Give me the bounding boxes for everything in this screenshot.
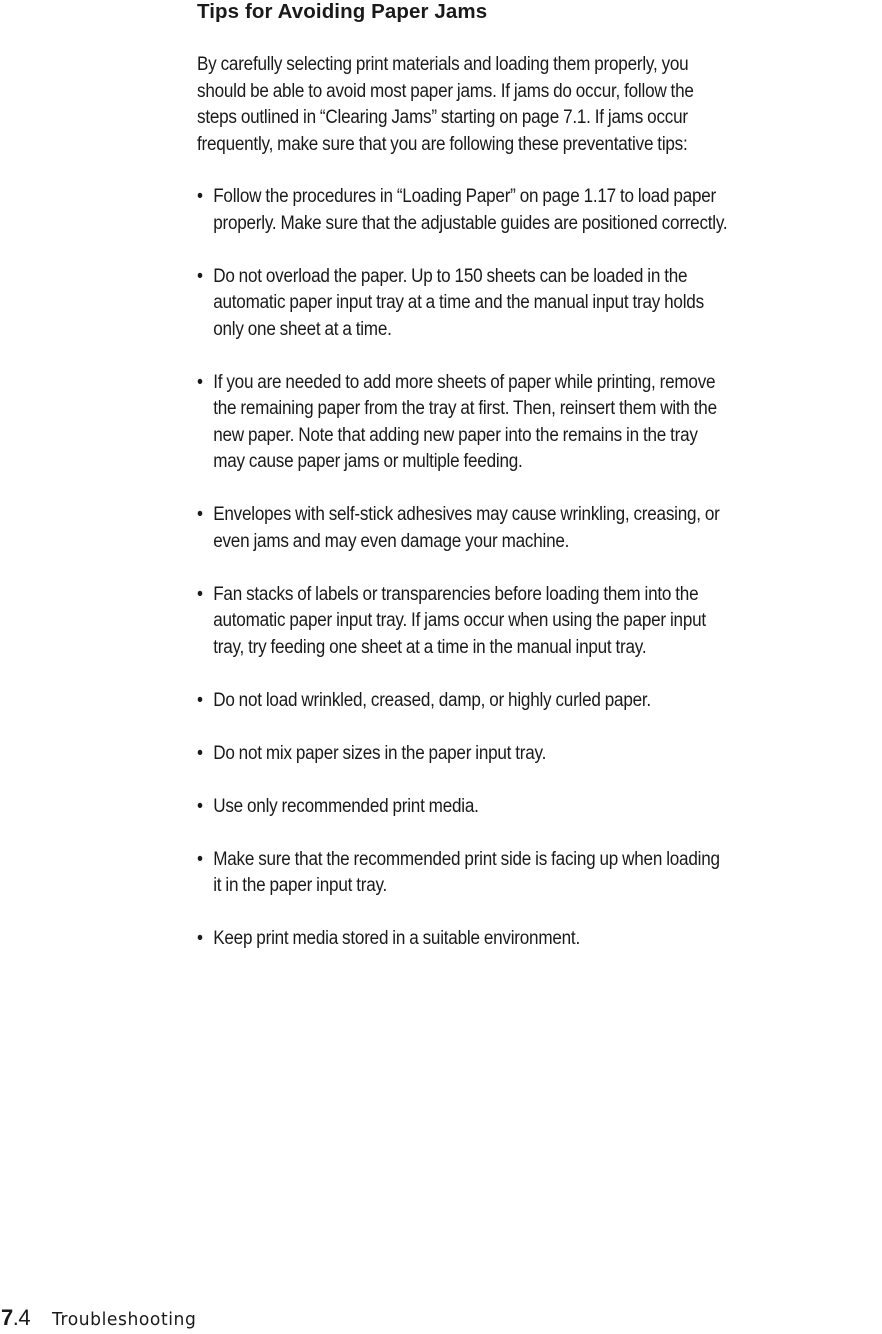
tip-item [197, 184, 727, 237]
tip-item [197, 688, 727, 715]
bullet-icon: • [197, 583, 203, 605]
tip-line: Use only recommended print media. [213, 795, 479, 817]
intro-line: steps outlined in “Clearing Jams” starting on page 7.1. If jams occur [197, 107, 688, 128]
tip-line: only one sheet at a time. [213, 318, 392, 340]
tip-item [197, 582, 727, 662]
section-name: Troubleshooting [52, 1309, 197, 1330]
tip-item [197, 741, 727, 768]
page-footer [1, 1306, 204, 1330]
bullet-icon: • [197, 689, 203, 711]
chapter-number: 7 [1, 1305, 13, 1330]
bullet-icon: • [197, 795, 203, 817]
tip-line: automatic paper input tray at a time and the manual input tray holds [213, 292, 704, 313]
tip-item [197, 502, 727, 555]
bullet-icon: • [197, 504, 203, 525]
tip-line: Do not overload the paper. Up to 150 sheets can be loaded in the [213, 265, 688, 287]
tip-line: Do not mix paper sizes in the paper input tray. [213, 742, 547, 764]
tip-line: Keep print media stored in a suitable environment. [213, 928, 580, 949]
tip-line: Follow the procedures in “Loading Paper” on page 1.17 to load paper [213, 186, 717, 207]
bullet-icon: • [197, 265, 203, 287]
tip-line: Fan stacks of labels or transparencies before loading them into the [213, 583, 699, 605]
intro-line: frequently, make sure that you are following these preventative tips: [197, 133, 688, 155]
tip-item [197, 926, 727, 953]
tip-item [197, 264, 727, 344]
tip-line: tray, try feeding one sheet at a time in the manual input tray. [213, 636, 647, 658]
tip-item [197, 370, 727, 476]
section-heading: Tips for Avoiding Paper Jams [197, 0, 488, 23]
tip-line: properly. Make sure that the adjustable guides are positioned correctly. [213, 212, 728, 234]
tip-item [197, 794, 727, 821]
bullet-icon: • [197, 186, 203, 207]
tips-list [197, 184, 727, 979]
intro-line: By carefully selecting print materials and loading them properly, you [197, 54, 689, 75]
tip-line: automatic paper input tray. If jams occur when using the paper input [213, 610, 706, 631]
tip-line: new paper. Note that adding new paper into the remains in the tray [213, 424, 698, 446]
tip-line: If you are needed to add more sheets of paper while printing, remove [213, 371, 716, 393]
page-suffix: .4 [12, 1305, 31, 1330]
tip-line: Do not load wrinkled, creased, damp, or highly curled paper. [213, 689, 651, 711]
tip-line: it in the paper input tray. [213, 875, 388, 896]
bullet-icon: • [197, 371, 203, 393]
page-number [1, 1305, 30, 1330]
tip-line: even jams and may even damage your machine. [213, 530, 570, 552]
tip-line: Envelopes with self-stick adhesives may cause wrinkling, creasing, or [213, 504, 720, 525]
tip-line: Make sure that the recommended print side is facing up when loading [213, 848, 720, 870]
bullet-icon: • [197, 848, 203, 870]
bullet-icon: • [197, 742, 203, 764]
tip-line: may cause paper jams or multiple feeding. [213, 451, 523, 472]
tip-line: the remaining paper from the tray at first. Then, reinsert them with the [213, 398, 717, 419]
tip-item [197, 847, 727, 900]
intro-paragraph [197, 52, 694, 158]
bullet-icon: • [197, 928, 203, 949]
intro-line: should be able to avoid most paper jams. If jams do occur, follow the [197, 80, 694, 102]
